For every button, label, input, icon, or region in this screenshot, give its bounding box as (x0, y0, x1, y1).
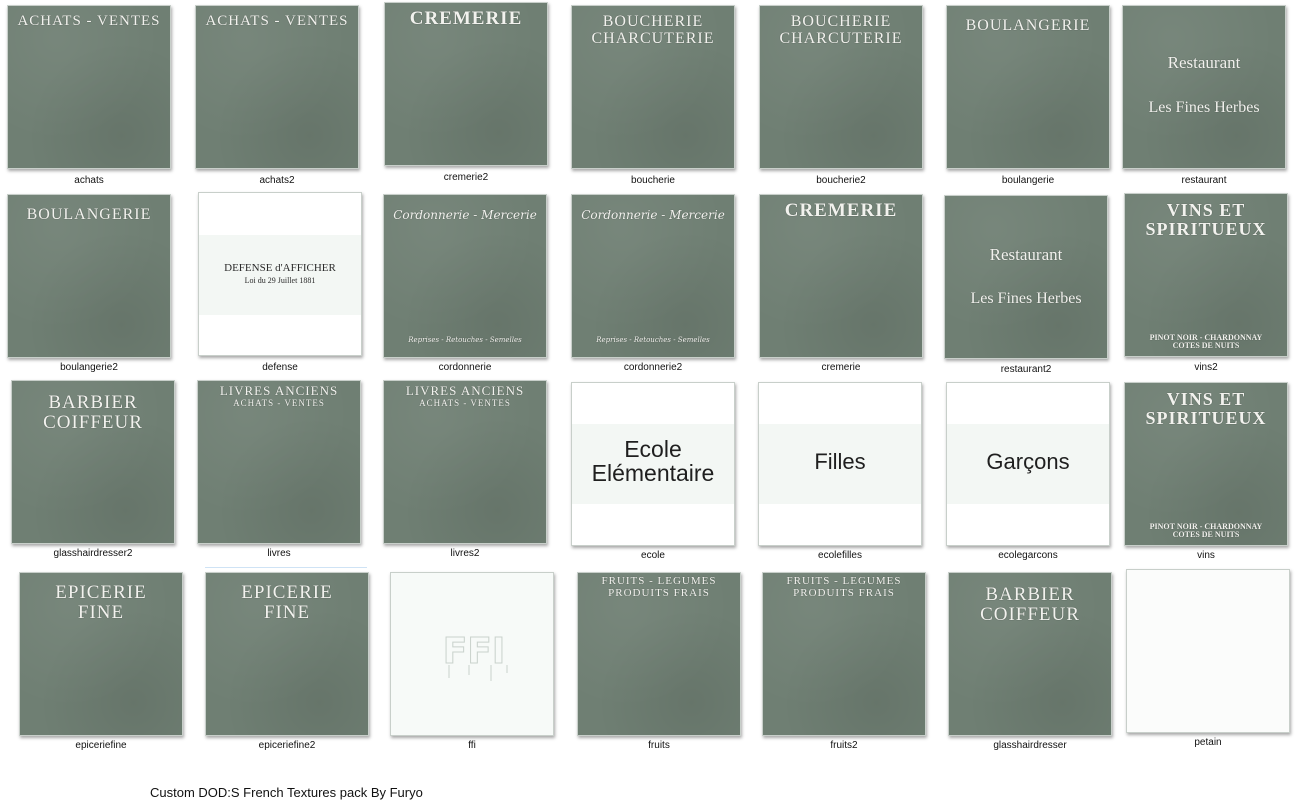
sign-subtext: ACHATS - VENTES (233, 398, 325, 408)
file-name: petain (1194, 737, 1222, 748)
texture-thumbnail (197, 380, 361, 544)
file-item-cremerie2[interactable] (384, 2, 548, 184)
sign-text: BARBIER COIFFEUR (43, 392, 143, 433)
file-item-ecolegarcons[interactable] (946, 382, 1110, 564)
texture-thumbnail (390, 572, 554, 736)
file-name: vins (1197, 550, 1215, 561)
texture-thumbnail (383, 380, 547, 544)
texture-thumbnail (7, 194, 171, 358)
texture-thumbnail (577, 572, 741, 736)
file-item-ecolefilles[interactable] (758, 382, 922, 564)
texture-thumbnail (948, 572, 1112, 736)
file-item-fruits2[interactable] (762, 572, 926, 754)
file-item-petain[interactable] (1126, 569, 1290, 751)
sign-subtext: Reprises - Retouches - Semelles (408, 336, 522, 344)
texture-thumbnail (11, 380, 175, 544)
texture-thumbnail (1122, 5, 1286, 169)
file-item-epiceriefine2[interactable] (205, 572, 369, 754)
sign-text: BOUCHERIE CHARCUTERIE (779, 13, 903, 47)
texture-thumbnail (758, 382, 922, 546)
file-item-epiceriefine[interactable] (19, 572, 183, 754)
file-item-ffi[interactable] (390, 572, 554, 754)
sign-text: BOULANGERIE (26, 206, 152, 223)
file-name: ecolefilles (818, 550, 862, 561)
texture-thumbnail (1124, 193, 1288, 357)
file-item-boulangerie[interactable] (946, 5, 1110, 187)
sign-text: Filles (814, 449, 866, 474)
file-name: vins2 (1194, 362, 1218, 373)
file-item-vins[interactable] (1124, 382, 1288, 564)
sign-text: VINS ET SPIRITUEUX (1145, 200, 1267, 239)
file-item-cremerie[interactable] (759, 194, 923, 376)
sign-text: EPICERIE FINE (241, 582, 333, 623)
texture-thumbnail (7, 5, 171, 169)
ffi-graffiti-icon (429, 623, 519, 683)
texture-thumbnail (944, 195, 1108, 359)
texture-thumbnail (205, 572, 369, 736)
file-item-ecole[interactable] (571, 382, 735, 564)
file-name: livres (267, 548, 291, 559)
file-name: ffi (468, 740, 476, 751)
file-name: boucherie2 (816, 175, 866, 186)
file-item-restaurant2[interactable] (944, 195, 1108, 377)
sign-text: BOUCHERIE CHARCUTERIE (591, 13, 715, 47)
sign-text: Ecole Elémentaire (591, 436, 715, 487)
sign-text: LIVRES ANCIENS (219, 383, 339, 398)
sign-text: DEFENSE d'AFFICHER (224, 262, 336, 274)
file-name: restaurant2 (1000, 364, 1052, 375)
texture-thumbnail (759, 194, 923, 358)
sign-text: CREMERIE (409, 8, 523, 29)
file-name: ecole (641, 550, 665, 561)
texture-thumbnail (571, 194, 735, 358)
sign-subtext: Reprises - Retouches - Semelles (596, 336, 710, 344)
file-name: cremerie2 (443, 172, 489, 183)
file-item-livres2[interactable] (383, 380, 547, 562)
file-name: fruits2 (830, 740, 858, 751)
sign-text: Restaurant (1167, 53, 1241, 72)
file-item-glasshairdresser2[interactable] (11, 380, 175, 562)
texture-thumbnail (383, 194, 547, 358)
file-name: ecolegarcons (998, 550, 1058, 561)
file-name: achats (74, 175, 104, 186)
sign-text: ACHATS - VENTES (205, 13, 349, 29)
texture-thumbnail (1124, 382, 1288, 546)
file-name: glasshairdresser2 (53, 548, 133, 559)
sign-subtext: Loi du 29 Juillet 1881 (244, 276, 316, 285)
sign-text: Restaurant (989, 245, 1063, 264)
file-name: achats2 (259, 175, 295, 186)
file-item-restaurant[interactable] (1122, 5, 1286, 187)
texture-thumbnail (946, 5, 1110, 169)
sign-text: FRUITS - LEGUMES PRODUITS FRAIS (786, 575, 902, 599)
file-item-defense[interactable] (198, 192, 362, 374)
file-name: restaurant (1181, 175, 1227, 186)
texture-thumbnail (195, 5, 359, 169)
pack-credit-text: Custom DOD:S French Textures pack By Furyo (150, 785, 423, 800)
file-name: epiceriefine (75, 740, 127, 751)
sign-text: BOULANGERIE (965, 17, 1091, 34)
file-name: cordonnerie2 (623, 362, 683, 373)
texture-thumbnail (198, 192, 362, 356)
file-item-cordonnerie2[interactable] (571, 194, 735, 376)
file-name: defense (262, 362, 298, 373)
selection-edge (205, 567, 367, 568)
notice-band (199, 235, 361, 315)
texture-thumbnail (19, 572, 183, 736)
file-item-achats[interactable] (7, 5, 171, 187)
sign-text: LIVRES ANCIENS (405, 383, 525, 398)
sign-text: BARBIER COIFFEUR (980, 584, 1080, 625)
file-name: epiceriefine2 (258, 740, 316, 751)
file-name: boucherie (631, 175, 675, 186)
texture-thumbnail (1126, 569, 1290, 733)
file-item-boucherie2[interactable] (759, 5, 923, 187)
sign-subtext: Les Fines Herbes (1148, 99, 1260, 116)
svg-text:FFI: FFI (442, 631, 506, 672)
file-name: boulangerie (1001, 175, 1055, 186)
sign-subtext: PINOT NOIR - CHARDONNAY COTES DE NUITS (1149, 522, 1263, 540)
sign-text: EPICERIE FINE (55, 582, 147, 623)
sign-text: Cordonnerie - Mercerie (581, 208, 725, 222)
file-name: boulangerie2 (60, 362, 118, 373)
file-item-achats2[interactable] (195, 5, 359, 187)
sign-text: CREMERIE (784, 200, 898, 221)
file-name: cremerie (821, 362, 861, 373)
file-item-glasshairdresser[interactable] (948, 572, 1112, 754)
sign-text: Garçons (986, 449, 1070, 474)
file-item-vins2[interactable] (1124, 193, 1288, 375)
file-item-livres[interactable] (197, 380, 361, 562)
file-item-boulangerie2[interactable] (7, 194, 171, 376)
file-name: cordonnerie (438, 362, 492, 373)
sign-text: VINS ET SPIRITUEUX (1145, 389, 1267, 428)
sign-subtext: PINOT NOIR - CHARDONNAY COTES DE NUITS (1149, 333, 1263, 351)
sign-text: ACHATS - VENTES (17, 13, 161, 29)
file-name: fruits (648, 740, 670, 751)
texture-thumbnail (571, 382, 735, 546)
file-item-fruits[interactable] (577, 572, 741, 754)
file-item-cordonnerie[interactable] (383, 194, 547, 376)
sign-text: FRUITS - LEGUMES PRODUITS FRAIS (601, 575, 717, 599)
file-name: livres2 (450, 548, 480, 559)
texture-thumbnail (384, 2, 548, 166)
texture-thumbnail (762, 572, 926, 736)
texture-thumbnail (946, 382, 1110, 546)
texture-thumbnail (571, 5, 735, 169)
sign-subtext: ACHATS - VENTES (419, 398, 511, 408)
sign-text: Cordonnerie - Mercerie (393, 208, 537, 222)
file-item-boucherie[interactable] (571, 5, 735, 187)
file-name: glasshairdresser (993, 740, 1067, 751)
sign-subtext: Les Fines Herbes (970, 290, 1082, 307)
texture-thumbnail (759, 5, 923, 169)
